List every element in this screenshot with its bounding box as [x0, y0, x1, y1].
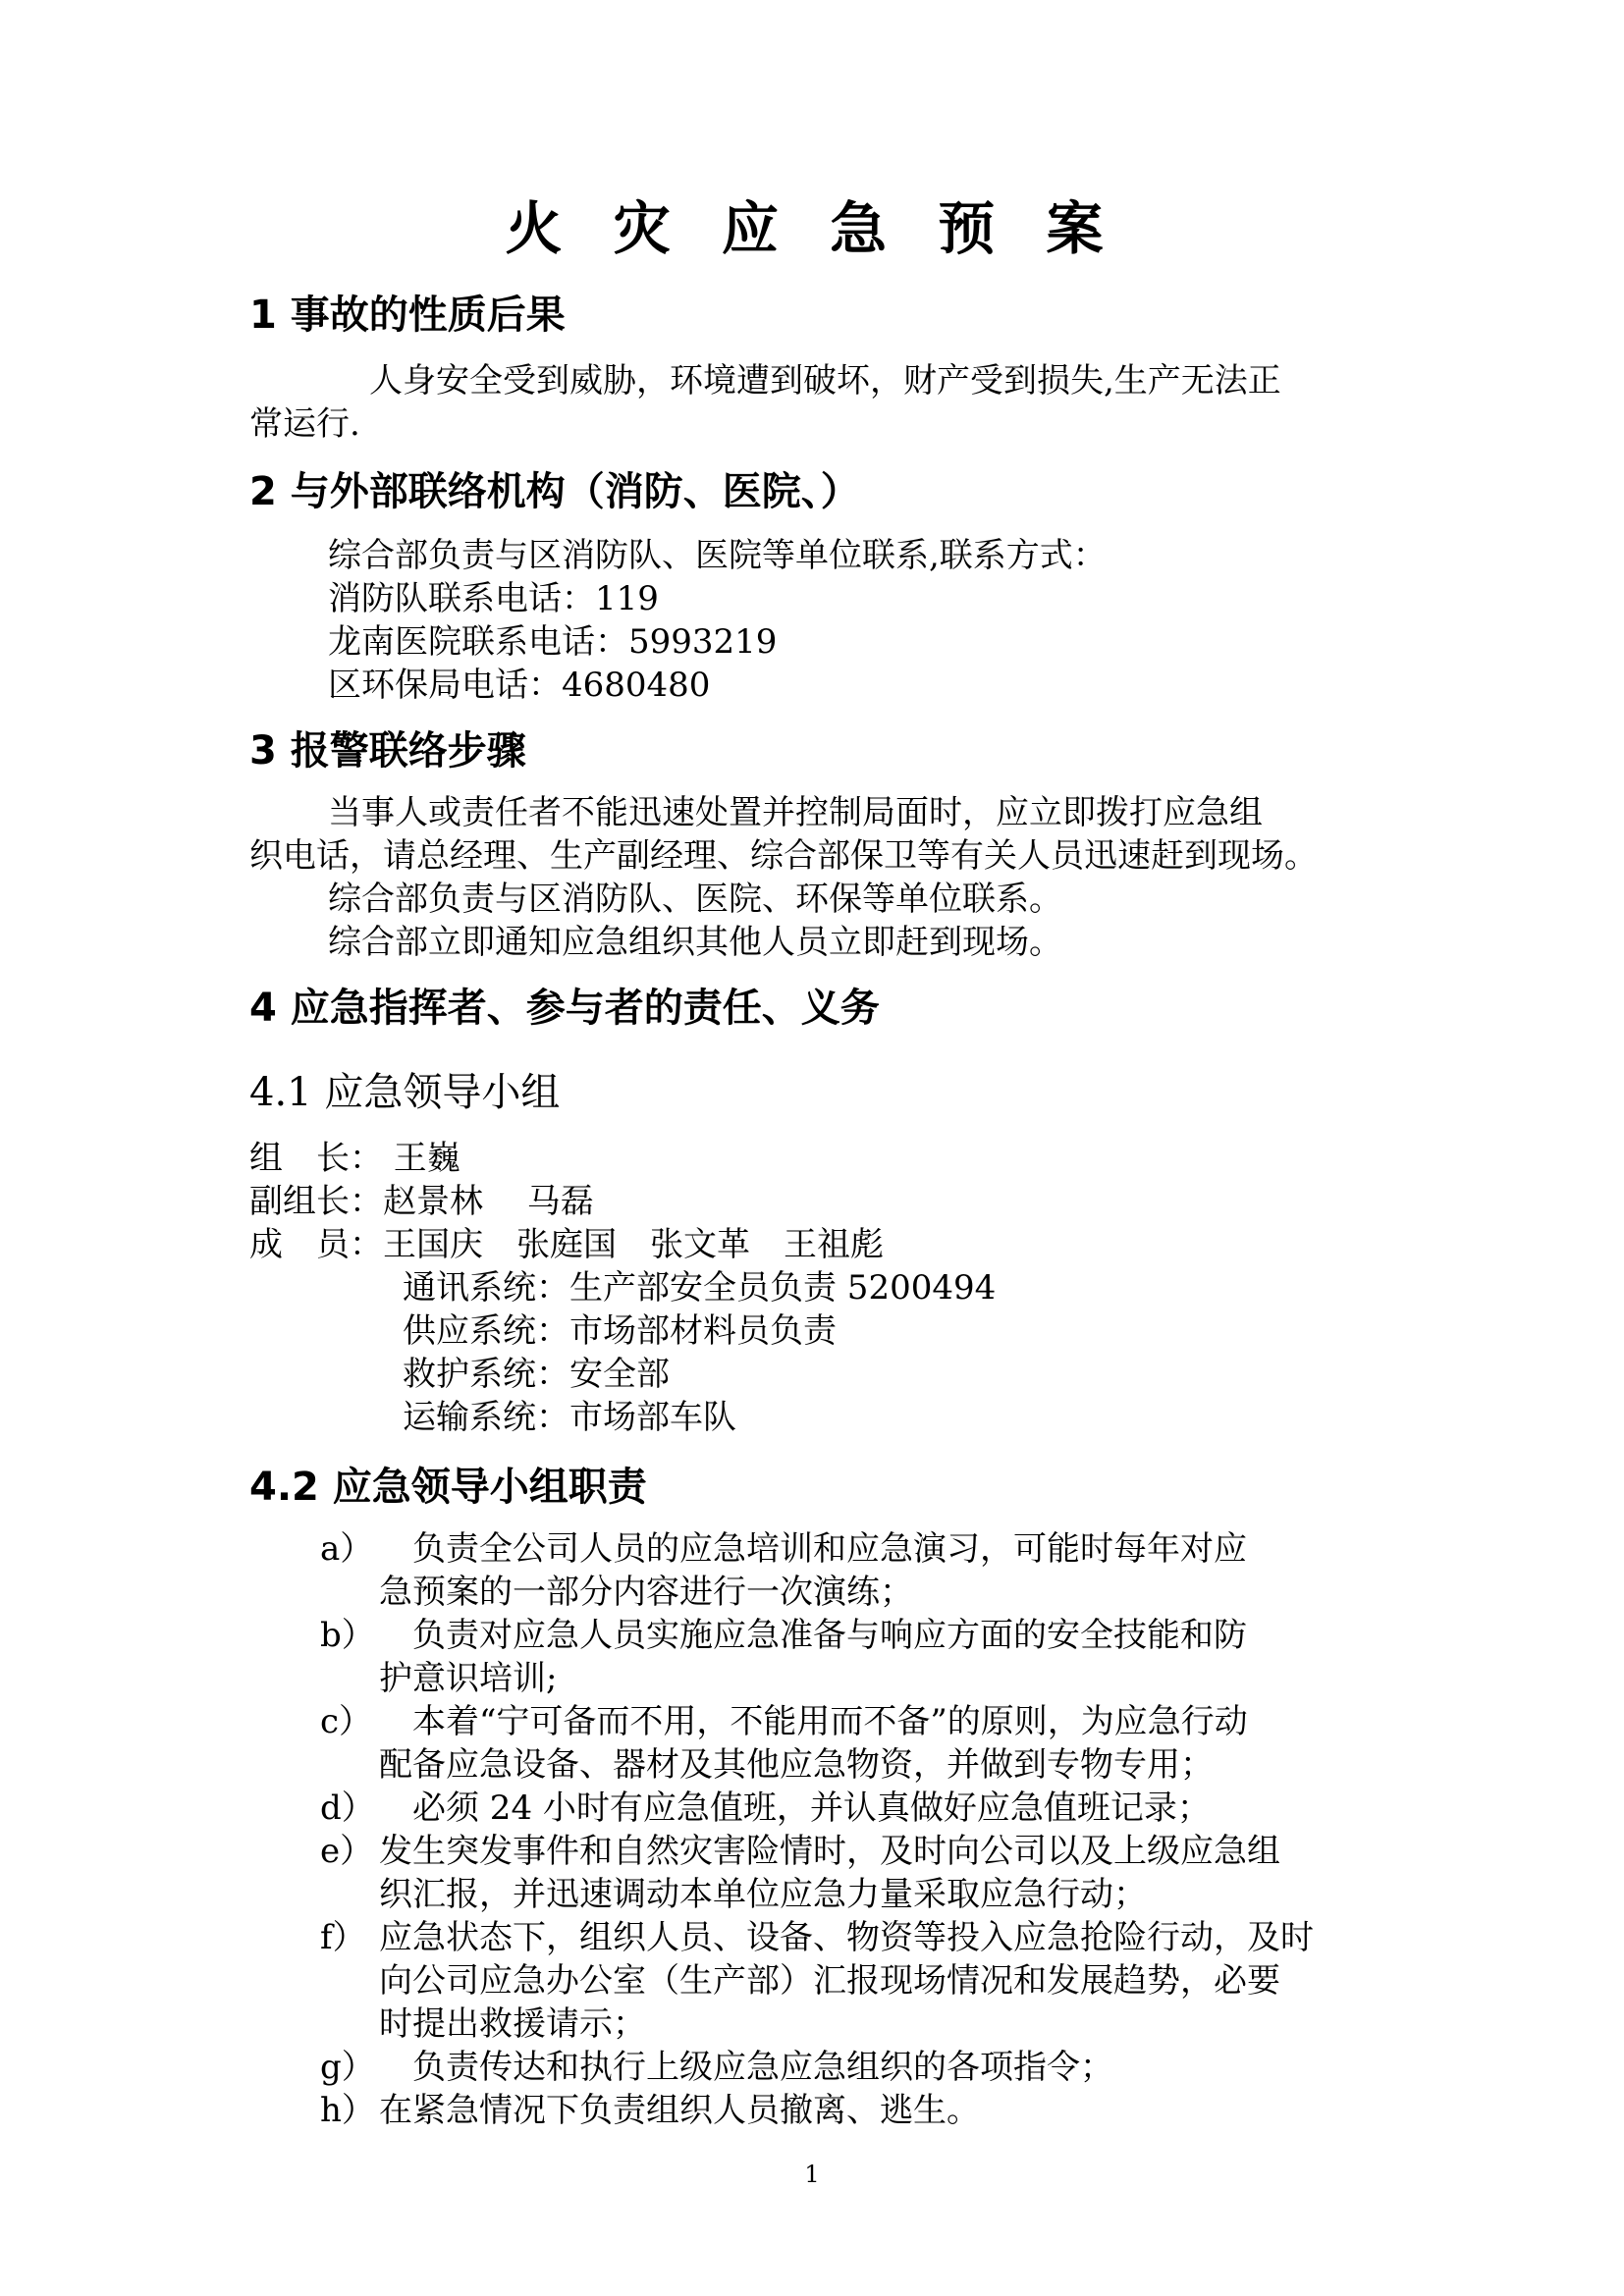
duty-text: 在紧急情况下负责组织人员撤离、逃生。: [379, 2091, 980, 2130]
system-assignment: 通讯系统：生产部安全员负责 5200494: [403, 1268, 997, 1308]
duty-text: 负责全公司人员的应急培训和应急演习，可能时每年对应: [379, 1529, 1247, 1569]
section-3-text-line-3: 综合部负责与区消防队、医院、环保等单位联系。: [328, 880, 1062, 919]
duty-text: 护意识培训;: [379, 1659, 558, 1698]
duty-text: 必须 24 小时有应急值班，并认真做好应急值班记录；: [379, 1789, 1211, 1828]
duty-text: 向公司应急办公室（生产部）汇报现场情况和发展趋势，必要: [379, 1961, 1280, 2001]
duty-text: 时提出救援请示；: [379, 2004, 646, 2044]
document-title: 火 灾 应 急 预 案: [505, 195, 1119, 262]
duty-label: c）: [320, 1702, 373, 1741]
section-2-heading: 2 与外部联络机构（消防、医院、）: [249, 469, 860, 514]
section-4-heading: 4 应急指挥者、参与者的责任、义务: [249, 986, 880, 1031]
section-3-text-line-1: 当事人或责任者不能迅速处置并控制局面时，应立即拨打应急组: [328, 793, 1263, 832]
duty-label: g）: [320, 2048, 375, 2087]
duty-label: d）: [320, 1789, 375, 1828]
duty-label: h）: [320, 2091, 375, 2130]
section-3-text-line-2: 织电话，请总经理、生产副经理、综合部保卫等有关人员迅速赶到现场。: [249, 836, 1318, 876]
duty-label: b）: [320, 1616, 375, 1655]
team-members: 成 员：王国庆 张庭国 张文革 王祖彪: [249, 1225, 884, 1264]
duty-label: e）: [320, 1832, 374, 1871]
duty-text: 本着“宁可备而不用，不能用而不备”的原则，为应急行动: [379, 1702, 1248, 1741]
duty-text: 织汇报，并迅速调动本单位应急力量采取应急行动；: [379, 1875, 1147, 1914]
duty-text: 负责传达和执行上级应急应急组织的各项指令；: [379, 2048, 1113, 2087]
section-2-line: 龙南医院联系电话：5993219: [328, 622, 778, 662]
duty-text: 应急状态下，组织人员、设备、物资等投入应急抢险行动，及时: [379, 1918, 1314, 1957]
section-1-heading: 1 事故的性质后果: [249, 293, 566, 338]
subsection-4-1-heading: 4.1 应急领导小组: [249, 1070, 561, 1115]
section-2-line: 消防队联系电话：119: [328, 579, 659, 618]
duty-text: 发生突发事件和自然灾害险情时，及时向公司以及上级应急组: [379, 1832, 1280, 1871]
section-3-text-line-4: 综合部立即通知应急组织其他人员立即赶到现场。: [328, 923, 1062, 962]
duty-label: a）: [320, 1529, 374, 1569]
duty-label: f）: [320, 1918, 366, 1957]
section-3-heading: 3 报警联络步骤: [249, 728, 526, 774]
duty-text: 配备应急设备、器材及其他应急物资，并做到专物专用；: [379, 1745, 1214, 1785]
section-2-line: 综合部负责与区消防队、医院等单位联系,联系方式：: [328, 536, 1107, 575]
duty-text: 负责对应急人员实施应急准备与响应方面的安全技能和防: [379, 1616, 1247, 1655]
system-assignment: 救护系统：安全部: [403, 1355, 670, 1394]
duty-text: 急预案的一部分内容进行一次演练；: [379, 1573, 913, 1612]
section-2-line: 区环保局电话：4680480: [328, 666, 711, 705]
system-assignment: 供应系统：市场部材料员负责: [403, 1311, 837, 1351]
team-leader: 组 长： 王巍: [249, 1139, 460, 1178]
section-1-text-line-2: 常运行.: [249, 404, 360, 444]
subsection-4-2-heading: 4.2 应急领导小组职责: [249, 1465, 647, 1510]
system-assignment: 运输系统：市场部车队: [403, 1398, 736, 1437]
team-deputy-leaders: 副组长：赵景林 马磊: [249, 1182, 594, 1221]
page-number: 1: [804, 2161, 820, 2188]
section-1-text-line-1: 人身安全受到威胁，环境遭到破坏，财产受到损失,生产无法正: [369, 361, 1281, 400]
